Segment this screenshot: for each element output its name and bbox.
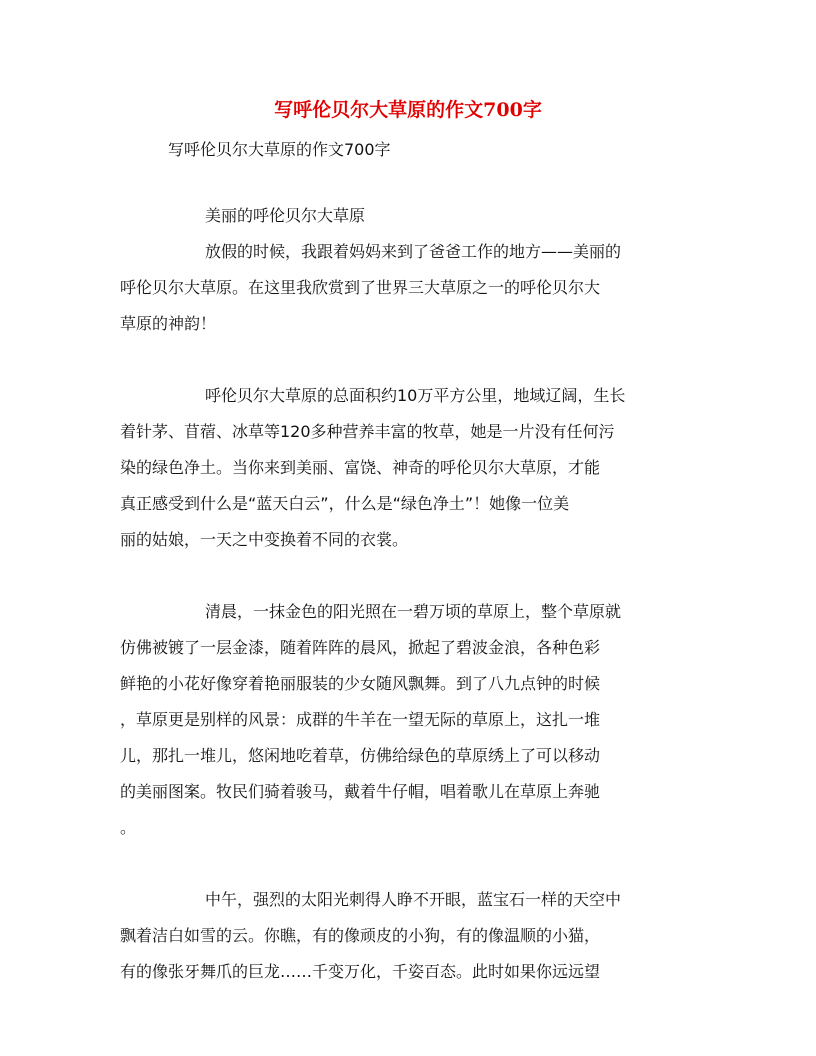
paragraph-3 [120, 594, 694, 846]
paragraph-line: 儿，那扎一堆儿，悠闲地吃着草，仿佛给绿色的草原绣上了可以移动 [120, 746, 601, 765]
paragraph-line: 。 [120, 818, 137, 837]
document-title: 写呼伦贝尔大草原的作文700字 [274, 99, 542, 121]
paragraph-spacer [120, 342, 694, 378]
paragraph-1 [120, 234, 694, 342]
paragraph-line: 清晨，一抹金色的阳光照在一碧万顷的草原上，整个草原就 [205, 602, 622, 621]
document-body [120, 198, 694, 990]
paragraph-line: 染的绿色净土。当你来到美丽、富饶、神奇的呼伦贝尔大草原，才能 [120, 458, 601, 477]
paragraph-line: 中午，强烈的太阳光刺得人睁不开眼，蓝宝石一样的天空中 [205, 890, 622, 909]
paragraph-line: 放假的时候，我跟着妈妈来到了爸爸工作的地方——美丽的 [205, 242, 622, 261]
paragraph-2 [120, 378, 694, 558]
paragraph-line: 有的像张牙舞爪的巨龙……千变万化，千姿百态。此时如果你远远望 [120, 962, 601, 981]
paragraph-line: 鲜艳的小花好像穿着艳丽服装的少女随风飘舞。到了八九点钟的时候 [120, 674, 601, 693]
paragraph-line: ，草原更是别样的风景：成群的牛羊在一望无际的草原上，这扎一堆 [120, 710, 601, 729]
paragraph-line: 着针茅、苜蓿、冰草等120多种营养丰富的牧草，她是一片没有任何污 [120, 422, 615, 441]
paragraph-spacer [120, 846, 694, 882]
paragraph-spacer [120, 558, 694, 594]
paragraph-line: 仿佛被镀了一层金漆，随着阵阵的晨风，掀起了碧波金浪，各种色彩 [120, 638, 601, 657]
paragraph-line: 真正感受到什么是“蓝天白云”，什么是“绿色净土”！她像一位美 [120, 494, 570, 513]
paragraph-line: 的美丽图案。牧民们骑着骏马，戴着牛仔帽，唱着歌儿在草原上奔驰 [120, 782, 601, 801]
paragraph-line: 草原的神韵！ [120, 314, 217, 333]
document-subtitle: 写呼伦贝尔大草原的作文700字 [168, 140, 391, 159]
paragraph-line: 呼伦贝尔大草原。在这里我欣赏到了世界三大草原之一的呼伦贝尔大 [120, 278, 601, 297]
essay-heading: 美丽的呼伦贝尔大草原 [205, 206, 366, 225]
paragraph-4 [120, 882, 694, 990]
paragraph-line: 飘着洁白如雪的云。你瞧，有的像顽皮的小狗，有的像温顺的小猫， [120, 926, 601, 945]
paragraph-line: 丽的姑娘，一天之中变换着不同的衣裳。 [120, 530, 409, 549]
paragraph-line: 呼伦贝尔大草原的总面积约10万平方公里，地域辽阔，生长 [205, 386, 626, 405]
